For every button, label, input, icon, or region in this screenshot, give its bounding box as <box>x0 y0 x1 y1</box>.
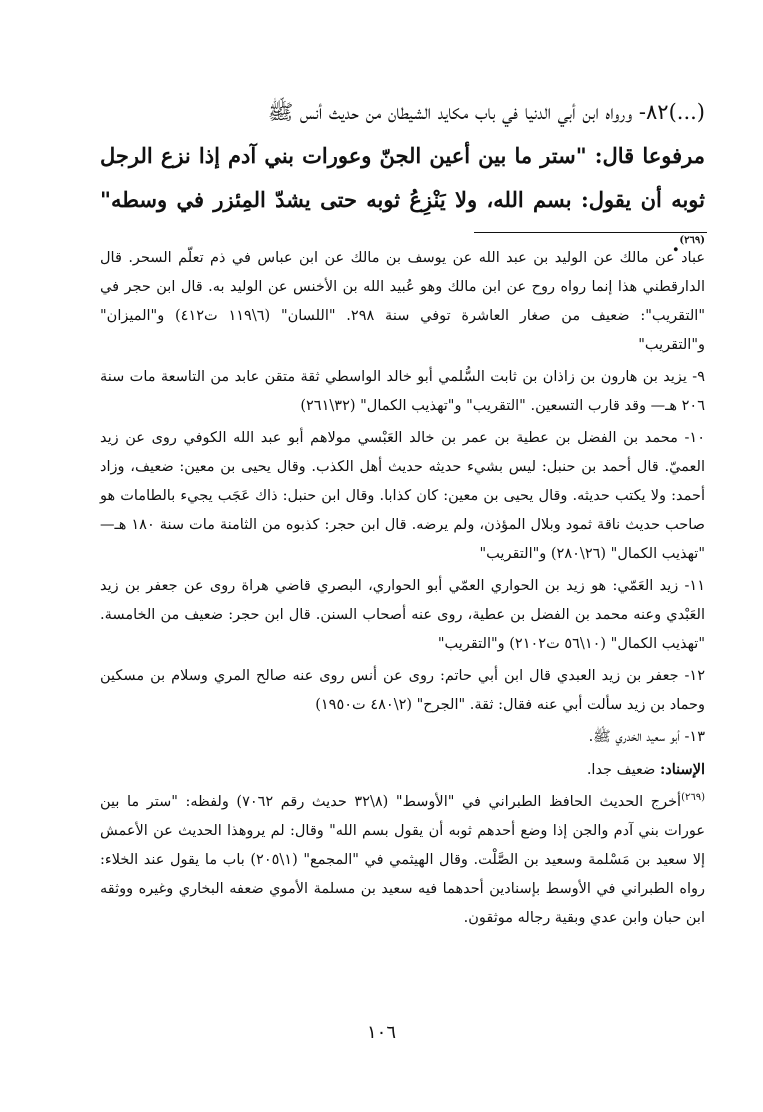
page-number: ١٠٦ <box>366 1022 396 1043</box>
isnad <box>100 755 705 785</box>
footnote-ref: (٢٦٩) <box>679 235 705 246</box>
hadith-end: . <box>672 231 680 256</box>
footnote-text: أخرج الحديث الحافظ الطبراني في "الأوسط" (٨\٣٢ حديث رقم ٧٠٦٢) ولفظه: "ستر ما بين عورات بني آدم والجن إذا وضع أحدهم ثوبه أن يقول بسم الله" وقال: لم يروهذا الحديث عن الأعمش إلا سعيد بن مَسْلمة وسعيد بن الصَّلْت. وقال الهيثمي في "المجمع" (١\٢٠٥) باب ما يقول عند الخلاء: رواه الطبراني في الأوسط بإسنادين أحدهما فيه سعيد بن مسلمة الأموي ضعفه البخاري وغيره ووثقه ابن حبان وابن عدي وبقية رجاله موثقون. <box>100 794 705 926</box>
main-text <box>100 90 705 266</box>
note-13: ١٣- أبو سعيد الخدري ﷺ. <box>588 729 705 745</box>
note-12: ١٢- جعفر بن زيد العبدي قال ابن أبي حاتم: روى عن أنس روى عنه صالح المري وسلام بن مسكين وحماد بن زيد سألت أبي عنه فقال: ثقة. "الجرح" (٢\٤٨٠ ت١٩٥٠) <box>100 668 705 713</box>
hadith-body: مرفوعا قال: "ستر ما بين أعين الجنّ وعورات بني آدم إذا نزع الرجل ثوبه أن يقول: بسم الله، ولا يَنْزِعُ ثوبه حتى يشدّ المِئزر في وسطه" <box>100 143 705 212</box>
note-10: ١٠- محمد بن الفضل بن عطية بن عمر بن خالد العَبْسي مولاهم أبو عبد الله الكوفي روى عن زيد العميّ. قال أحمد بن حنبل: ليس بشيء حديثه حديث أهل الكذب. وقال يحيى بن معين: ضعيف، وزاد أحمد: ولا يكتب حديثه. وقال يحيى بن معين: كان كذابا. وقال ابن حنبل: ذاك عَجَب يجيء بالطامات هو صاحب حديث ناقة ثمود وبلال المؤذن، ولم يرضه. قال ابن حجر: كذبوه من الثامنة مات سنة ١٨٠ هـ— "تهذيب الكمال" (٢٦\٢٨٠) و"التقريب" <box>100 430 705 562</box>
footnote-marker: (٢٦٩) <box>681 792 706 804</box>
note-11: ١١- زيد العَمّي: هو زيد بن الحواري العمّي أبو الحواري، البصري قاضي هراة روى عن جعفر بن زيد العَبْدي وعنه محمد بن الفضل بن عطية، روى عنه أصحاب السنن. قال ابن حجر: ضعيف من الخامسة. "تهذيب الكمال" (١٠\٥٦ ت٢١٠٢) و"التقريب" <box>100 578 705 652</box>
isnad-text: ضعيف جدا. <box>586 762 660 778</box>
isnad-label: الإسناد: <box>659 761 705 778</box>
hadith-intro: (...)٨٢- ورواه ابن أبي الدنيا في باب مكايد الشيطان من حديث أنس ﷺ <box>267 100 705 124</box>
footnote-269 <box>100 788 705 933</box>
note-8: عباد عن مالك عن الوليد بن عبد الله عن يوسف بن مالك عن ابن عباس في ذم تعلّم السحر. قال الدارقطني هذا إنما رواه روح عن ابن مالك وهو عُبيد الله بن الأخنس عن الوليد به. قال ابن حجر في "التقريب": ضعيف من صغار العاشرة توفي سنة ٢٩٨. "اللسان" (٦\١١٩ ت٤١٢) و"الميزان" و"التقريب" <box>100 250 705 353</box>
footnote-divider <box>474 232 707 233</box>
footnotes <box>100 244 705 936</box>
note-9: ٩- يزيد بن هارون بن زاذان بن ثابت السُّلمي أبو خالد الواسطي ثقة متقن عابد من التاسعة مات سنة ٢٠٦ هـ— وقد قارب التسعين. "التقريب" و"تهذيب الكمال" (٣٢\٢٦١) <box>100 369 705 414</box>
